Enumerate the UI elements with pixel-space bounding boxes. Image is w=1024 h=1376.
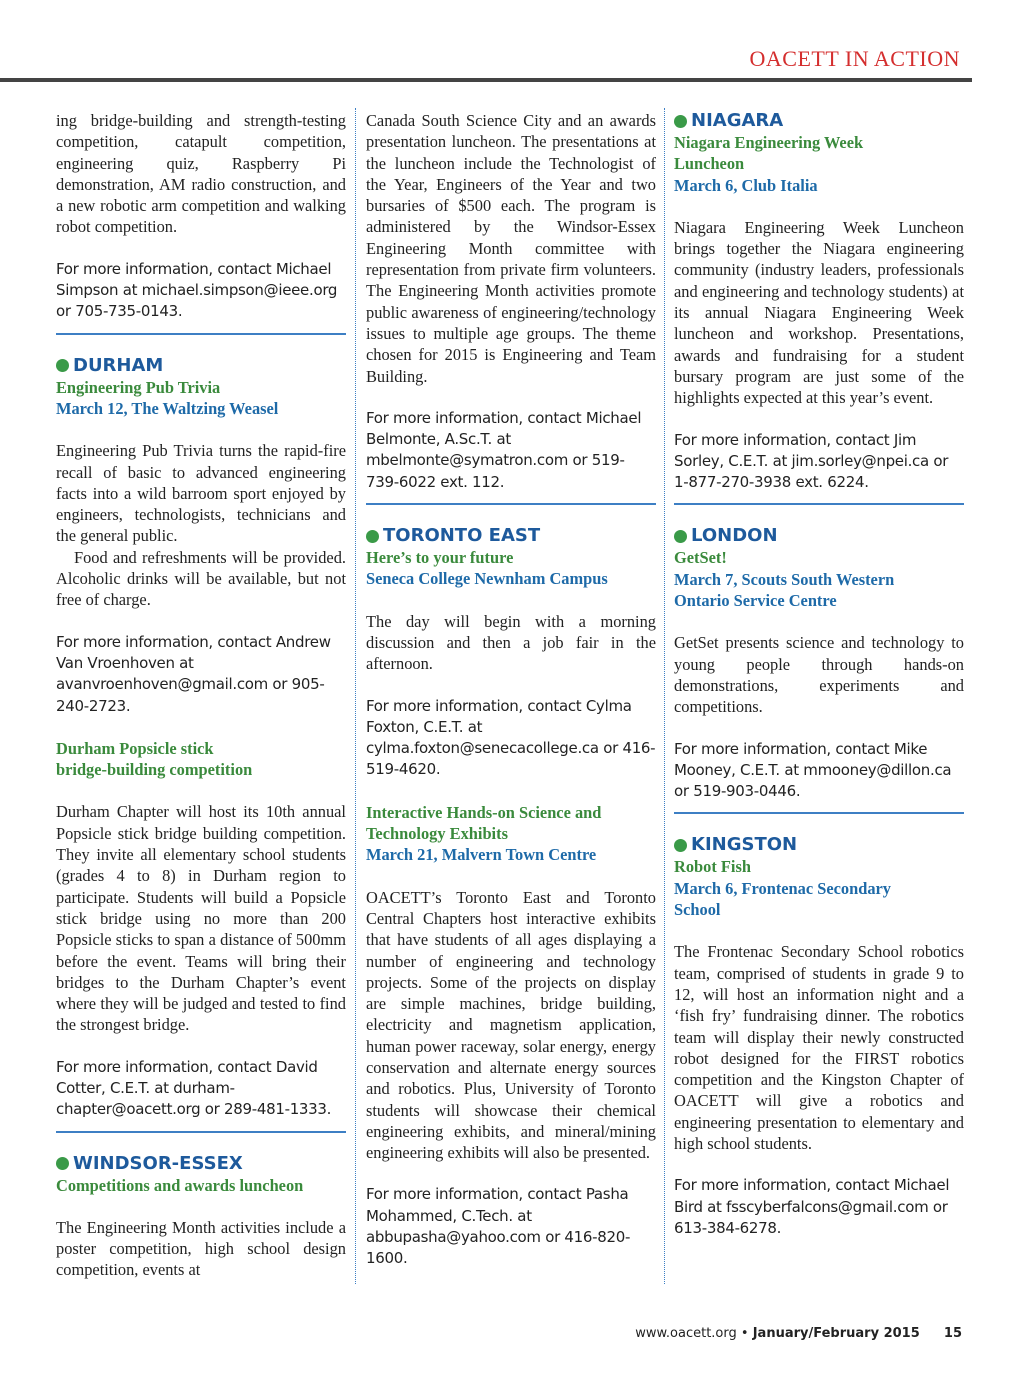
column-3 xyxy=(674,110,964,1239)
event-paragraph: Engineering Pub Trivia turns the rapid-fire recall of basic to advanced engineering facts into a wild barroom sport enjoyed by engineers, technologists, technicians and the general public. xyxy=(56,441,346,546)
event-paragraph: The day will begin with a morning discussion and then a job fair in the afternoon. xyxy=(366,611,656,674)
event-paragraph: Food and refreshments will be provided. Alcoholic drinks will be available, but not free of charge. xyxy=(56,547,346,610)
page-number: 15 xyxy=(943,1326,962,1341)
event-title: Luncheon xyxy=(674,154,745,174)
event-date: School xyxy=(674,900,721,920)
contact-info: For more information, contact Mike Mooney, C.E.T. at mmooney@dillon.ca or 519-903-0446. xyxy=(674,739,952,801)
chapter-name: DURHAM xyxy=(73,354,164,376)
section-separator xyxy=(56,1131,346,1133)
chapter-heading-london xyxy=(674,525,964,547)
footer-bullet: • xyxy=(740,1326,749,1341)
event-paragraph: GetSet presents science and technology to young people through hands-on demonstrations, experiments and competitions. xyxy=(674,633,964,717)
footer-issue: January/February 2015 xyxy=(752,1326,920,1341)
chapter-name: NIAGARA xyxy=(691,110,784,131)
event-date: March 12, The Waltzing Weasel xyxy=(56,398,279,418)
contact-info: For more information, contact David Cotter, C.E.T. at durham-chapter@oacett.org or 289-481-1333. xyxy=(56,1057,332,1119)
event-title: Here’s to your future xyxy=(366,548,514,568)
contact-info: For more information, contact Cylma Foxton, C.E.T. at cylma.foxton@senecacollege.ca or 416-519-4620. xyxy=(366,696,656,779)
contact-info: For more information, contact Pasha Mohammed, C.Tech. at abbupasha@yahoo.com or 416-820-1600. xyxy=(366,1185,631,1268)
column-divider xyxy=(664,108,665,1284)
bullet-dot-icon xyxy=(674,530,687,543)
chapter-name: LONDON xyxy=(691,525,778,547)
chapter-heading-niagara xyxy=(674,110,964,132)
event-paragraph: The Frontenac Secondary School robotics team, comprised of students in grade 9 to 12, will host an information night and a ‘fish fry’ fundraising dinner. The robotics team will display their newly constructed robot designed for the FIRST robotics competition and the Kingston Chapter of OACETT will give a robotics and engineering presentation to elementary and high school students. xyxy=(674,942,964,1153)
event-title: GetSet! xyxy=(674,548,727,568)
event-title: bridge-building competition xyxy=(56,760,253,780)
chapter-name: WINDSOR-ESSEX xyxy=(73,1152,243,1174)
section-separator xyxy=(56,333,346,335)
event-date: March 7, Scouts South Western xyxy=(674,569,895,589)
event-paragraph: Canada South Science City and an awards presentation luncheon. The presentations at the luncheon include the Technologist of the Year, Engineers of the Year and two bursaries of $500 each. The program is administered by the Windsor-Essex Engineering Month committee with representation from private firm volunteers. The Engineering Month activities promote public awareness of engineering/technology issues to multiple age groups. The theme chosen for 2015 is Engineering and Team Building. xyxy=(366,111,656,386)
event-paragraph: OACETT’s Toronto East and Toronto Central Chapters host interactive exhibits that have students of all ages displaying a number of engineering and technology projects. Some of the projects on display are simple machines, bridge building, electricity and magnetism application, human power raceway, solar energy, energy conservation and alternate energy sources and robotics. Plus, University of Toronto students will showcase their chemical engineering exhibits, and mineral/mining engineering exhibits will also be presented. xyxy=(366,887,656,1163)
contact-info: For more information, contact Andrew Van Vroenhoven at avanvroenhoven@gmail.com or 905-240-2723. xyxy=(56,632,331,715)
section-separator xyxy=(674,503,964,505)
event-title: Competitions and awards luncheon xyxy=(56,1175,304,1195)
contact-info: For more information, contact Michael Bird at fsscyberfalcons@gmail.com or 613-384-6278. xyxy=(674,1176,950,1237)
bullet-dot-icon xyxy=(366,530,379,543)
footer-url: www.oacett.org xyxy=(635,1326,737,1341)
event-date: March 21, Malvern Town Centre xyxy=(366,845,597,865)
column-1 xyxy=(56,110,346,1281)
column-2 xyxy=(366,110,656,1270)
contact-info: For more information, contact Jim Sorley, C.E.T. at jim.sorley@npei.ca or 1-877-270-3938 ext. 6224. xyxy=(674,430,949,492)
event-date: Seneca College Newnham Campus xyxy=(366,569,608,589)
event-title: Niagara Engineering Week xyxy=(674,133,864,152)
intro-paragraph: ing bridge-building and strength-testing competition, catapult competition, engineering quiz, Raspberry Pi demonstration, AM radio construction, and a new robotic arm competition and walking robot competition. xyxy=(56,111,346,237)
chapter-heading-kingston xyxy=(674,834,964,856)
event-title: Engineering Pub Trivia xyxy=(56,377,221,397)
chapter-name: KINGSTON xyxy=(691,834,798,856)
chapter-name: TORONTO EAST xyxy=(383,525,541,547)
event-title: Technology Exhibits xyxy=(366,824,508,844)
bullet-dot-icon xyxy=(56,1157,69,1170)
chapter-heading-toronto-east xyxy=(366,525,656,547)
event-date: March 6, Frontenac Secondary xyxy=(674,878,891,898)
page-footer xyxy=(635,1326,962,1341)
section-separator xyxy=(674,812,964,814)
chapter-heading-windsor-essex xyxy=(56,1153,346,1175)
event-title: Durham Popsicle stick xyxy=(56,738,214,758)
bullet-dot-icon xyxy=(674,115,687,128)
contact-info: For more information, contact Michael Simpson at michael.simpson@ieee.org or 705-735-0143. xyxy=(56,259,338,321)
bullet-dot-icon xyxy=(674,839,687,852)
section-separator xyxy=(366,503,656,505)
column-divider xyxy=(355,108,356,1284)
bullet-dot-icon xyxy=(56,359,69,372)
header-rule xyxy=(0,78,972,82)
event-date: March 6, Club Italia xyxy=(674,175,818,195)
event-paragraph: Durham Chapter will host its 10th annual Popsicle stick bridge building competition. They invite all elementary school students (grades 4 to 8) in Durham region to participate. Students will build a Popsicle stick bridge using no more than 200 Popsicle sticks to span a distance of 500mm before the event. Teams will bring their bridges to the Durham Chapter’s event where they will be judged and tested to find the strongest bridge. xyxy=(56,802,346,1035)
event-date: Ontario Service Centre xyxy=(674,591,837,611)
event-paragraph: The Engineering Month activities include a poster competition, high school design competition, events at xyxy=(56,1217,346,1280)
section-header: OACETT IN ACTION xyxy=(749,46,960,71)
event-title: Robot Fish xyxy=(674,857,751,877)
contact-info: For more information, contact Michael Belmonte, A.Sc.T. at mbelmonte@symatron.com or 519-739-6022 ext. 112. xyxy=(366,408,642,491)
event-title: Interactive Hands-on Science and xyxy=(366,802,602,822)
event-paragraph: Niagara Engineering Week Luncheon brings together the Niagara engineering community (industry leaders, professionals and engineering and technology students) at its annual Niagara Engineering Week luncheon and workshop. Presentations, awards and fundraising for a student bursary program are just some of the highlights expected at this year’s event. xyxy=(674,217,964,408)
chapter-heading-durham xyxy=(56,355,346,377)
